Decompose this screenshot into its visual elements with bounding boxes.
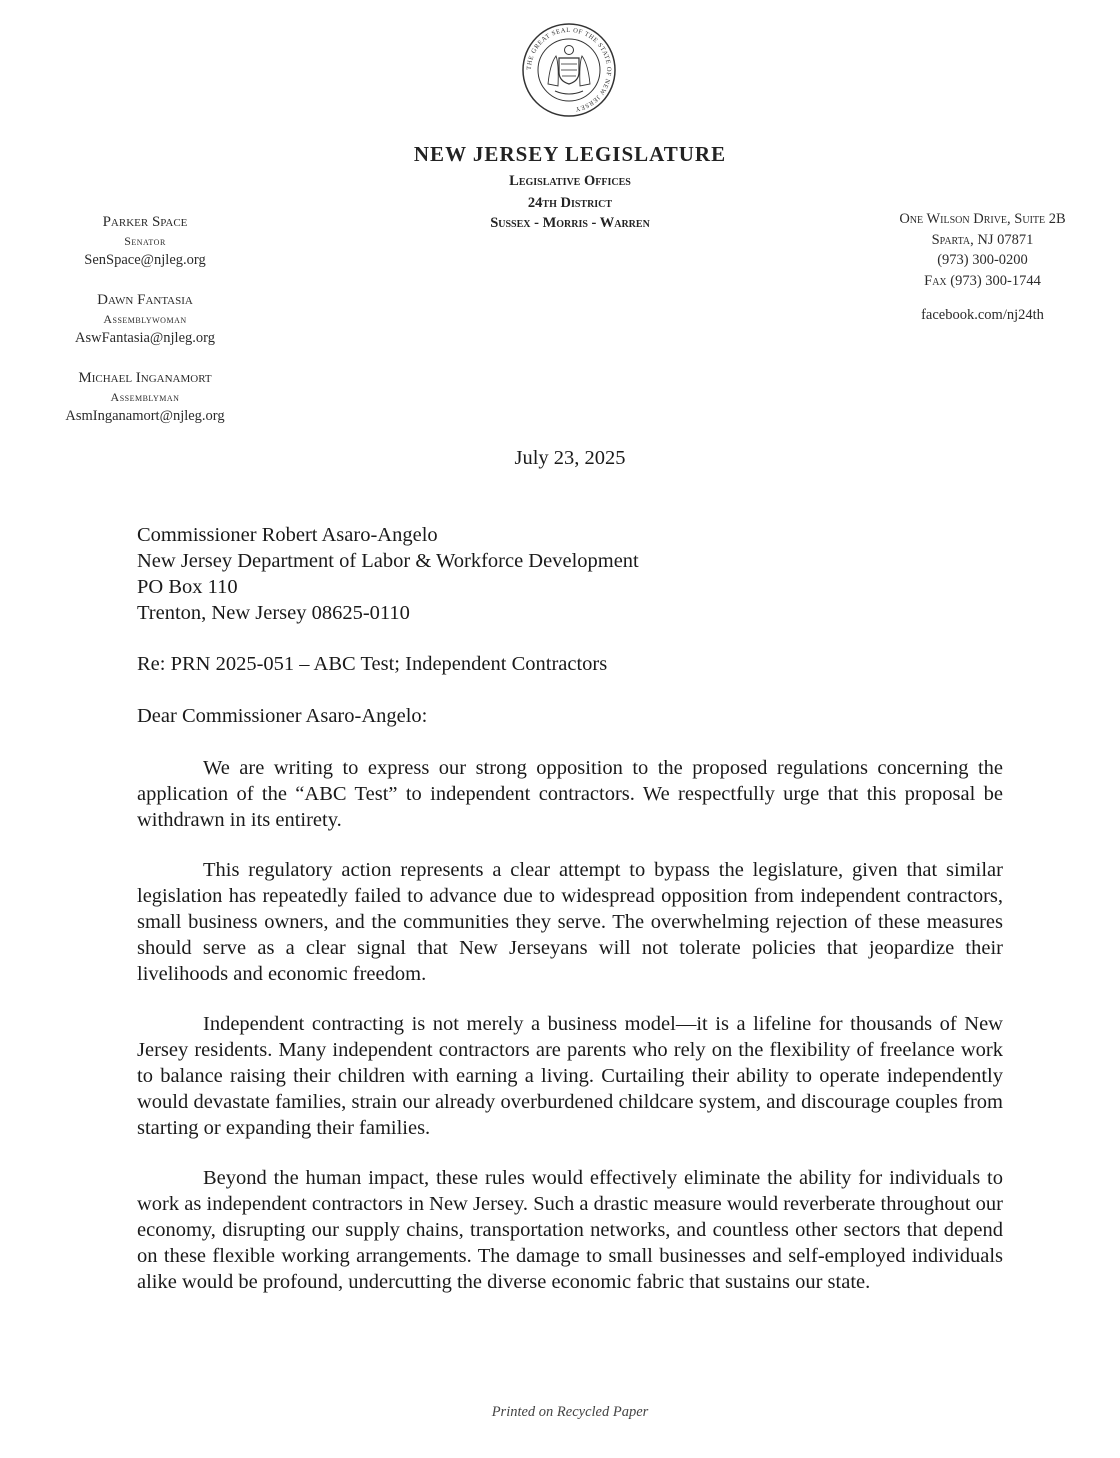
office-label: Legislative Offices xyxy=(509,173,631,189)
recipient-line: New Jersey Department of Labor & Workforce Development xyxy=(137,550,639,572)
recycled-paper-note: Printed on Recycled Paper xyxy=(491,1404,649,1420)
legislator-role: Assemblywoman xyxy=(103,312,187,326)
legislator-block xyxy=(40,290,250,348)
address-fax: Fax (973) 300-1744 xyxy=(924,272,1041,289)
legislator-email: SenSpace@njleg.org xyxy=(84,252,206,268)
district-label: 24th District xyxy=(527,195,613,211)
legislator-role: Assemblyman xyxy=(110,390,180,404)
letter-date: July 23, 2025 xyxy=(514,447,626,469)
address-phone: (973) 300-0200 xyxy=(937,252,1028,268)
recipient-address xyxy=(137,522,1003,626)
office-address xyxy=(870,209,1095,291)
body-paragraph: Independent contracting is not merely a business model—it is a lifeline for thousands of New Jersey residents. Many independent contractors are parents who rely on the flexibility of freelance work to balance raising their children with earning a living. Curtailing their ability to operate independently would devastate families, strain our already overburdened childcare system, and discourage couples from starting or expanding their families. xyxy=(137,1013,1003,1139)
facebook-link: facebook.com/nj24th xyxy=(921,307,1044,323)
legislator-name: Dawn Fantasia xyxy=(97,292,193,308)
legislator-name: Parker Space xyxy=(102,214,188,230)
salutation: Dear Commissioner Asaro-Angelo: xyxy=(137,705,428,727)
body-paragraph: We are writing to express our strong opposition to the proposed regulations concerning the application of the “ABC Test” to independent contractors. We respectfully urge that this proposal be withdrawn in its entirety. xyxy=(137,757,1003,831)
legislator-block xyxy=(40,212,250,270)
recipient-line: PO Box 110 xyxy=(137,576,238,598)
address-city: Sparta, NJ 07871 xyxy=(931,231,1034,248)
state-seal xyxy=(521,22,617,118)
recipient-line: Trenton, New Jersey 08625-0110 xyxy=(137,602,410,624)
subject-line: Re: PRN 2025-051 – ABC Test; Independent Contractors xyxy=(137,653,608,675)
legislator-block xyxy=(34,368,256,426)
recipient-line: Commissioner Robert Asaro-Angelo xyxy=(137,524,438,546)
legislator-email: AswFantasia@njleg.org xyxy=(75,330,215,346)
address-street: One Wilson Drive, Suite 2B xyxy=(899,211,1066,227)
legislator-role: Senator xyxy=(124,234,166,248)
body-paragraph: This regulatory action represents a clear attempt to bypass the legislature, given that similar legislation has repeatedly failed to advance due to widespread opposition from independent contractors, small business owners, and the communities they serve. The overwhelming rejection of these measures should serve as a clear signal that New Jerseyans will not tolerate policies that jeopardize their livelihoods and economic freedom. xyxy=(137,859,1003,985)
seal-text: THE GREAT SEAL OF THE STATE OF NEW JERSEY xyxy=(525,26,613,113)
legislator-email: AsmInganamort@njleg.org xyxy=(65,408,225,424)
counties-label: Sussex - Morris - Warren xyxy=(490,215,650,231)
body-paragraph: Beyond the human impact, these rules would effectively eliminate the ability for individuals to work as independent contractors in New Jersey. Such a drastic measure would reverberate throughout our economy, disrupting our supply chains, transportation networks, and countless other sectors that depend on these flexible working arrangements. The damage to small businesses and self-employed individuals alike would be profound, undercutting the diverse economic fabric that sustains our state. xyxy=(137,1167,1003,1293)
legislature-title: NEW JERSEY LEGISLATURE xyxy=(413,142,727,166)
legislator-name: Michael Inganamort xyxy=(78,370,212,386)
